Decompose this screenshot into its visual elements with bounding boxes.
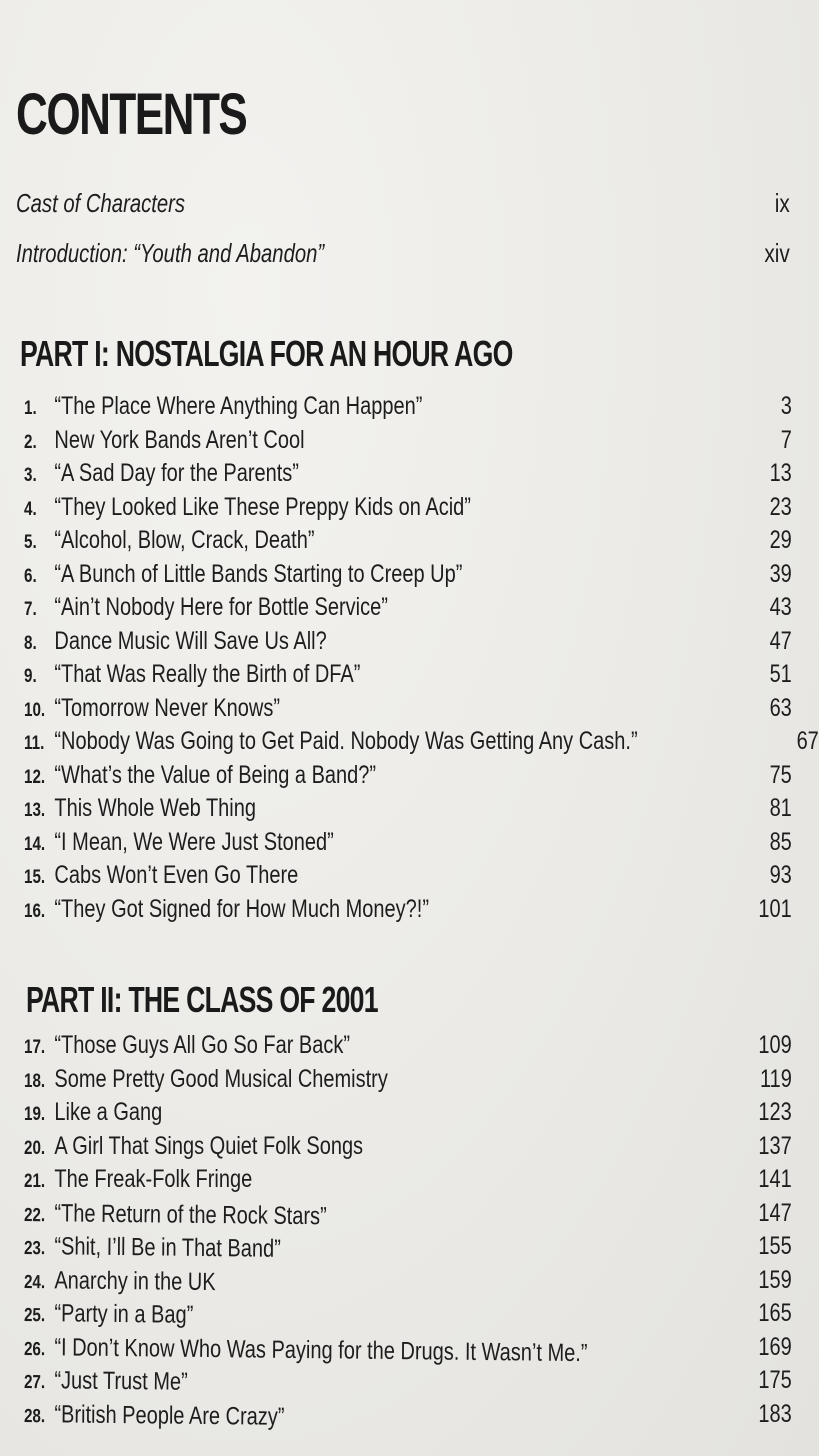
chapter-entry[interactable] [24, 658, 792, 692]
chapter-number: 21. [24, 1171, 46, 1193]
chapter-page: 165 [758, 1299, 792, 1328]
chapter-number: 11. [24, 733, 45, 755]
chapter-entry[interactable] [24, 1096, 792, 1130]
chapter-title: “Those Guys All Go So Far Back” [54, 1031, 351, 1060]
chapter-page: 67 [796, 727, 819, 756]
chapter-number: 20. [24, 1137, 46, 1159]
chapter-entry[interactable] [24, 1130, 792, 1164]
chapter-label [24, 660, 360, 689]
chapter-page: 29 [769, 526, 792, 555]
chapter-entry[interactable] [24, 390, 792, 424]
chapter-entry[interactable] [24, 826, 792, 860]
chapter-label [24, 1232, 281, 1264]
chapter-label [24, 526, 315, 555]
chapter-title: A Girl That Sings Quiet Folk Songs [54, 1131, 364, 1160]
chapter-entry[interactable] [24, 725, 819, 759]
chapter-page: 81 [769, 794, 792, 823]
chapter-title: “Alcohol, Blow, Crack, Death” [54, 526, 315, 555]
chapter-label [24, 1299, 194, 1330]
chapter-number: 5. [24, 532, 37, 554]
chapter-title: “That Was Really the Birth of DFA” [54, 660, 361, 689]
chapter-title: “The Return of the Rock Stars” [54, 1199, 327, 1231]
chapter-entry[interactable] [24, 893, 792, 927]
chapter-label [24, 1366, 188, 1397]
chapter-entry[interactable] [24, 1029, 792, 1063]
chapter-title: Like a Gang [54, 1098, 163, 1127]
entry-page: ix [774, 188, 790, 218]
chapter-number: 10. [24, 699, 46, 721]
chapter-title: “A Sad Day for the Parents” [54, 459, 299, 488]
chapter-label [24, 861, 298, 890]
chapter-number: 27. [23, 1372, 46, 1394]
entry-title: Cast of Characters [16, 188, 186, 218]
chapter-title: “What’s the Value of Being a Band?” [54, 760, 377, 789]
chapter-page: 159 [758, 1265, 792, 1294]
chapter-title: “British People Are Crazy” [54, 1400, 285, 1431]
chapter-title: “Tomorrow Never Knows” [54, 693, 281, 722]
chapter-page: 93 [769, 861, 792, 890]
chapter-number: 1. [24, 398, 37, 420]
chapter-page: 175 [758, 1366, 792, 1395]
chapter-page: 147 [758, 1198, 792, 1227]
chapter-title: “Ain’t Nobody Here for Bottle Service” [54, 593, 388, 622]
chapter-number: 23. [23, 1238, 46, 1260]
chapter-label [24, 828, 334, 857]
chapter-number: 9. [24, 666, 37, 688]
chapter-number: 18. [24, 1070, 46, 1092]
chapter-entry[interactable] [24, 692, 792, 726]
entry-page: xiv [764, 238, 790, 268]
chapter-number: 6. [24, 565, 37, 587]
chapter-entry[interactable] [24, 1264, 792, 1298]
chapter-page: 75 [769, 760, 792, 789]
chapter-page: 47 [769, 626, 792, 655]
chapter-number: 28. [23, 1405, 46, 1427]
chapter-entry[interactable] [24, 1297, 792, 1331]
chapter-page: 23 [769, 492, 792, 521]
front-matter-entry[interactable] [16, 238, 790, 269]
chapter-number: 16. [24, 900, 46, 922]
chapter-label [24, 1132, 363, 1161]
chapter-page: 3 [780, 392, 792, 421]
chapter-label [24, 1031, 350, 1060]
chapter-entry[interactable] [24, 625, 792, 659]
chapter-entry[interactable] [24, 1230, 792, 1264]
chapter-entry[interactable] [24, 1331, 792, 1365]
chapter-label [24, 1199, 327, 1231]
chapter-title: Cabs Won’t Even Go There [54, 861, 299, 890]
chapter-label [24, 493, 471, 522]
chapter-number: 22. [23, 1204, 46, 1226]
chapter-list-part-1 [24, 390, 819, 926]
chapter-title: “I Mean, We Were Just Stoned” [54, 827, 334, 856]
chapter-label [24, 761, 376, 790]
chapter-number: 4. [24, 498, 37, 520]
chapter-label [24, 1165, 252, 1194]
chapter-entry[interactable] [24, 859, 792, 893]
chapter-title: “I Don’t Know Who Was Paying for the Drugs. It Wasn’t Me.” [54, 1333, 588, 1367]
chapter-label [24, 627, 327, 656]
chapter-title: “Party in a Bag” [54, 1299, 194, 1330]
chapter-list-part-2 [24, 1029, 792, 1431]
chapter-title: “They Got Signed for How Much Money?!” [54, 894, 430, 923]
chapter-title: Dance Music Will Save Us All? [54, 626, 327, 655]
chapter-page: 155 [758, 1232, 792, 1261]
chapter-title: “Just Trust Me” [54, 1366, 188, 1397]
chapter-page: 63 [769, 693, 792, 722]
chapter-label [24, 426, 305, 455]
chapter-entry[interactable] [24, 1163, 792, 1197]
chapter-entry[interactable] [24, 759, 792, 793]
chapter-title: Anarchy in the UK [54, 1266, 216, 1296]
chapter-label [24, 794, 256, 823]
chapter-page: 183 [758, 1399, 792, 1428]
chapter-number: 24. [23, 1271, 46, 1293]
chapter-entry[interactable] [24, 1063, 792, 1097]
chapter-page: 39 [769, 559, 792, 588]
chapter-label [24, 694, 280, 723]
chapter-title: “Nobody Was Going to Get Paid. Nobody Was Getting Any Cash.” [54, 727, 638, 756]
chapter-number: 19. [24, 1104, 46, 1126]
chapter-label [24, 1098, 162, 1127]
chapter-page: 137 [758, 1131, 792, 1160]
chapter-page: 101 [758, 894, 792, 923]
chapter-page: 119 [760, 1064, 792, 1093]
chapter-title: This Whole Web Thing [54, 794, 256, 823]
chapter-entry[interactable] [24, 1364, 792, 1398]
chapter-label [24, 459, 299, 488]
chapter-entry[interactable] [24, 558, 792, 592]
chapter-label [24, 392, 422, 421]
chapter-entry[interactable] [24, 792, 792, 826]
chapter-page: 51 [769, 660, 792, 689]
chapter-title: “They Looked Like These Preppy Kids on Acid” [54, 492, 471, 521]
chapter-page: 141 [758, 1165, 792, 1194]
chapter-label [24, 1266, 216, 1297]
chapter-entry[interactable] [24, 457, 792, 491]
chapter-title: “A Bunch of Little Bands Starting to Creep Up” [54, 559, 463, 588]
chapter-number: 7. [24, 599, 37, 621]
chapter-page: 43 [769, 593, 792, 622]
chapter-title: New York Bands Aren’t Cool [54, 425, 305, 454]
chapter-number: 2. [24, 431, 37, 453]
part-heading: PART II: THE CLASS OF 2001 [26, 979, 378, 1020]
entry-title: Introduction: “Youth and Abandon” [16, 238, 325, 268]
chapter-entry[interactable] [24, 424, 792, 458]
chapter-number: 8. [24, 632, 37, 654]
chapter-entry[interactable] [24, 1197, 792, 1231]
chapter-title: “The Place Where Anything Can Happen” [54, 392, 423, 421]
chapter-label [24, 1400, 285, 1432]
chapter-number: 25. [23, 1305, 46, 1327]
part-heading: PART I: NOSTALGIA FOR AN HOUR AGO [20, 333, 513, 374]
chapter-number: 15. [24, 867, 46, 889]
chapter-label [24, 1333, 588, 1368]
chapter-title: “Shit, I’ll Be in That Band” [54, 1232, 281, 1264]
chapter-entry[interactable] [24, 1398, 792, 1432]
front-matter-entry[interactable] [16, 188, 790, 219]
chapter-number: 12. [24, 766, 46, 788]
chapter-number: 17. [24, 1037, 46, 1059]
chapter-page: 123 [758, 1098, 792, 1127]
chapter-number: 14. [24, 833, 46, 855]
chapter-label [24, 1065, 388, 1094]
chapter-page: 7 [780, 425, 792, 454]
chapter-number: 26. [23, 1338, 46, 1360]
page-title: CONTENTS [16, 82, 247, 147]
chapter-page: 13 [769, 459, 792, 488]
chapter-entry[interactable] [24, 524, 792, 558]
chapter-entry[interactable] [24, 591, 792, 625]
chapter-label [24, 895, 429, 924]
chapter-entry[interactable] [24, 491, 792, 525]
chapter-title: The Freak-Folk Fringe [54, 1165, 253, 1194]
chapter-label [24, 727, 638, 756]
chapter-label [24, 593, 388, 622]
chapter-page: 109 [758, 1031, 792, 1060]
chapter-title: Some Pretty Good Musical Chemistry [54, 1064, 388, 1093]
chapter-label [24, 560, 462, 589]
chapter-page: 85 [769, 827, 792, 856]
chapter-number: 3. [24, 465, 37, 487]
chapter-page: 169 [758, 1332, 792, 1361]
chapter-number: 13. [24, 800, 46, 822]
